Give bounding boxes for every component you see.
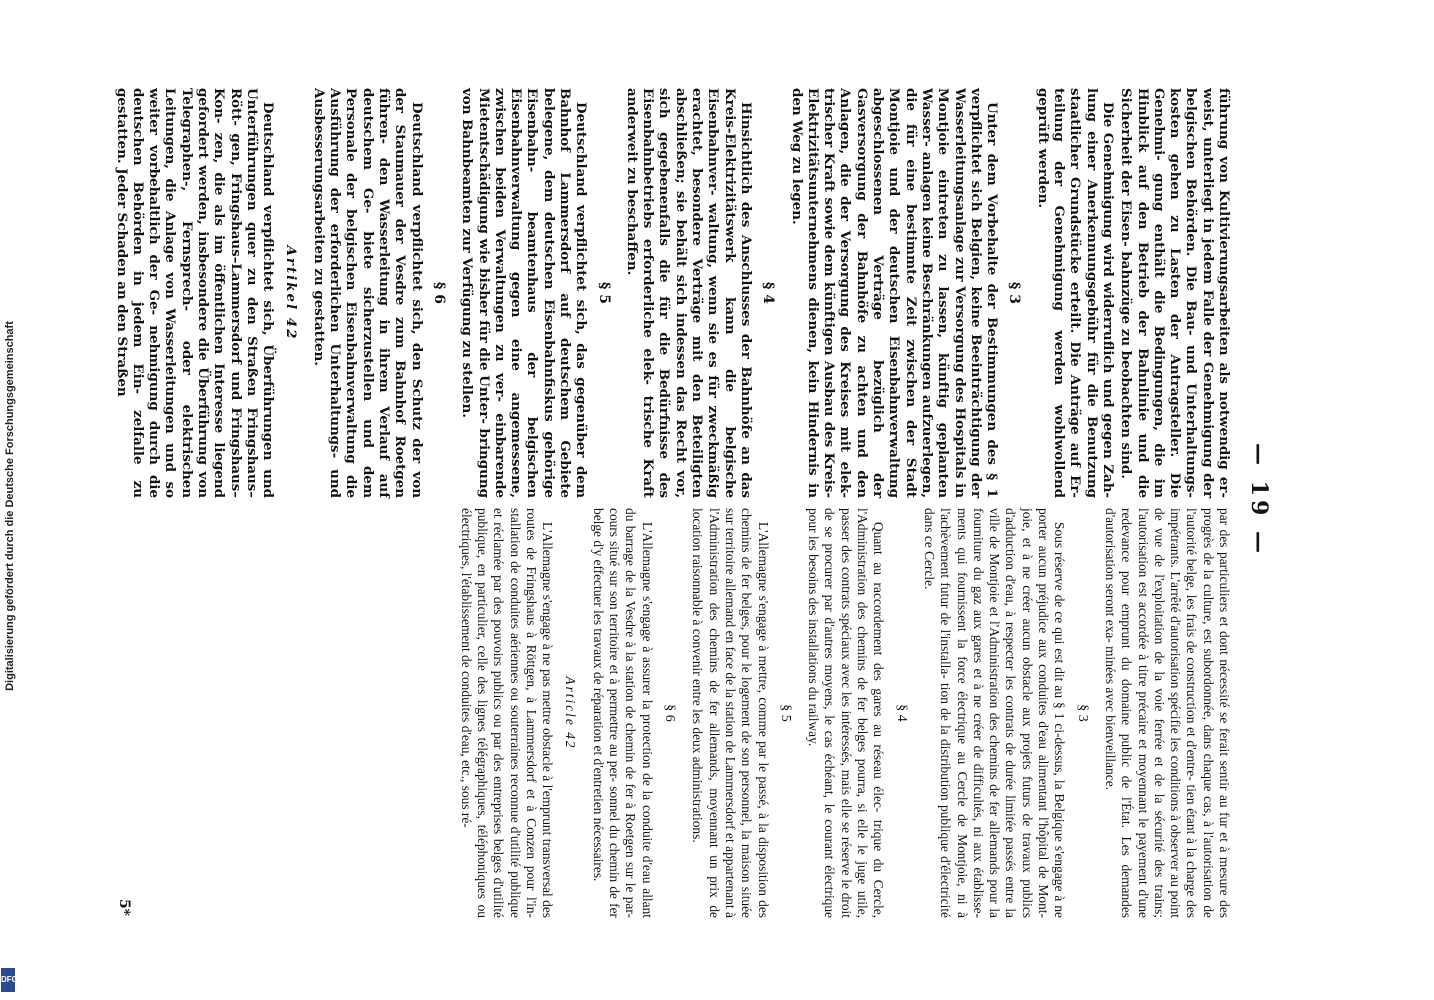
french-section-5-title: § 5 (777, 704, 793, 722)
german-section-3: Unter dem Vorbehalte der Bestimmungen des § 1 verpflichtet sich Belgien, keine Beeinträchtigung der Wasserleitungsanlage zur Versorgung des Hospitals in Montjoie eintreten zu lassen, künftig geplanten Wasser- anlagen keine Beschränkungen aufzuerlegen, die für eine bestimmte Zeit zwischen der Stadt Montjoie und der deutschen Eisenbahnverwaltung abgeschlossenen Verträge bezüglich der Gasversorgung der Bahnhöfe zu achten und den Anlagen, die der Versorgung des Kreises mit elek- trischer Kraft sowie dem künftigen Ausbau des Kreis- Elektrizitätsunternehmens dienen, kein Hindernis in den Weg zu legen. (788, 88, 1001, 498)
french-section-3-title: § 3 (1074, 704, 1090, 722)
german-article-text: Deutschland verpflichtet sich, Überführungen und Unterführungen quer zu den Straßen Fringshaus–Rött- gen, Fringshaus–Lammersdorf und Fringshaus–Kon- zen, die als im öffentlichen Interesse liegend gefordert werden, insbesondere die Überführung von Telegraphen-, Fernsprech- oder elektrischen Leitungen, die Anlage von Wasserleitungen und so weiter vorbehaltlich der Ge- nehmigung durch die deutschen Behörden in jedem Ein- zelfalle zu gestatten. Jeder Schaden an den Straßen (113, 88, 277, 498)
french-section-6: L'Allemagne s'engage à assurer la protection de la conduite d'eau allant du barrage de la Vesdre à la station de chemin de fer à Roetgen sur le par- cours situé sur son territoire et à permettre au per- sonnel du chemin de fer belge d'y effectuer les travaux de réparation et d'entretien nécessaires. (590, 508, 655, 918)
french-article-title: Article 42 (562, 676, 578, 750)
german-section-6: Deutschland verpflichtet sich, den Schutz der von der Staumauer der Vesdre zum Bahnhof Roetgen führen- den Wasserleitung in ihrem Verlauf auf deutschem Ge- biete sicherzustellen und dem Personale der belgischen Eisenbahnverwaltung die Ausführung der erforderlichen Unterhaltungs- und Ausbesserungsarbeiten zu gestatten. (310, 88, 425, 498)
page-number: — 19 — (1246, 443, 1272, 557)
german-section-5-title: § 5 (595, 282, 612, 304)
french-section-4-title: § 4 (893, 704, 909, 722)
french-article-text: L'Allemagne s'engage à ne pas mettre obstacle à l'emprunt transversal des routes de Fringshaus à Röttgen, à Lammersdorf et à Conzen pour l'in- stallation de conduites aériennes ou souterraines reconnue d'utilité publique et réclamée par des pouvoirs publics ou par des entreprises belges d'utilité publique, en particulier, celle des lignes télégraphiques, téléphoniques ou électriques, l'établissement de conduites d'eau, etc., sous ré- (458, 508, 556, 918)
german-column (111, 88, 1232, 498)
french-section-5: L'Allemagne s'engage à mettre, comme par le passé, à la disposition des chemins de fer belges, pour le logement de son personnel, la maison située sur territoire allemand en face de la station de Lammersdorf et appartenant à l'Administration des chemins de fer allemands, moyennant un prix de location raisonnable à convenir entre les deux administrations. (690, 508, 771, 918)
french-intro: par des particuliers et dont nécessité se ferait sentir au fur et à mesure des progrès de la culture, est subordonnée, dans chaque cas, à l'autorisation de l'autorité belge, les frais de construction et d'entre- tien étant à la charge des impétrants. L'arrêté d'autorisation spécifie les conditions à observer au point de vue de l'exploitation de la voie ferrée et de la sécurité des trains; l'autorisation est accordée à titre précaire et moyennant le payement d'une redevance pour emprunt du domaine public de l'État. Les demandes d'autorisation seront exa- minées avec bienveillance. (1102, 508, 1232, 918)
french-section-6-title: § 6 (662, 704, 678, 722)
funding-credit (0, 0, 18, 1000)
german-article-title: Artikel 42 (282, 245, 299, 341)
french-section-4: Quant au raccordement des gares au réseau élec- trique du Cercle, l'Administration des chemins de fer belges pourra, si elle le juge utile, passer des contrats spéciaux avec les intéressés, mais elle se réserve le droit de se procurer par d'autres moyens, le cas échéant, le courant électrique pour les besoins des installations du railway. (806, 508, 887, 918)
german-section-4: Hinsichtlich des Anschlusses der Bahnhöfe an das Kreis-Elektrizitätswerk kann die belgische Eisenbahnver- waltung, wenn sie es für zweckmäßig erachtet, besondere Verträge mit den Beteiligten abschließen; sie behält sich indessen das Recht vor, sich gegebenenfalls die für die Bedürfnisse des Eisenbahnbetriebs erforderliche elek- trische Kraft anderweit zu beschaffen. (623, 88, 754, 498)
signature-mark: 5* (116, 898, 132, 916)
german-intro: führung von Kultivierungsarbeiten als notwendig er- weist, unterliegt in jedem Falle der Genehmigung der belgischen Behörden. Die Bau- und Unterhaltungs- kosten gehen zu Lasten der Antragsteller. Die Genehmi- gung enthält die Bedingungen, die im Hinblick auf den Betrieb der Bahnlinie und die Sicherheit der Eisen- bahnzüge zu beobachten sind. (1118, 88, 1232, 498)
rotated-page (113, 60, 1312, 940)
french-column (456, 508, 1232, 918)
funding-credit-text: Digitalisierung gefördert durch die Deutsche Forschungsgemeinschaft (4, 321, 16, 691)
dfg-logo-icon: DFG (1, 968, 15, 992)
german-intro-2: Die Genehmigung wird widerruflich und gegen Zah- lung einer Anerkennungsgebühr für die Benutzung staatlicher Grundstücke erteilt. Die Anträge auf Er- teilung der Genehmigung werden wohlwollend geprüft werden. (1034, 88, 1116, 498)
german-section-3-title: § 3 (1006, 282, 1023, 304)
german-section-5: Deutschland verpflichtet sich, das gegenüber dem Bahnhof Lammersdorf auf deutschem Gebiete belegene, dem deutschen Eisenbahnfiskus gehörige Eisenbahn- beamtenhaus der belgischen Eisenbahnverwaltung gegen eine angemessene, zwischen beiden Verwaltungen zu ver- einbarende Mietentschädigung wie bisher für die Unter- bringung von Bahnbeamten zur Verfügung zu stellen. (459, 88, 590, 498)
french-section-3: Sous réserve de ce qui est dit au § 1 ci-dessus, la Belgique s'engage à ne porter aucun préjudice aux conduites d'eau alimentant l'hôpital de Mont- joie, et à ne créer aucun obstacle aux projets futurs de travaux publics d'adduction d'eau, à respecter les contrats de durée limitée passés entre la ville de Montjoie et l'Administration des chemins de fer allemands pour la fourniture du gaz aux gares et à ne créer de difficultés, ni aux établisse- ments qui fournissent la force électrique au Cercle de Montjoie, ni à l'achèvement futur de l'installa- tion de la distribution publique d'électricité dans ce Cercle. (921, 508, 1068, 918)
german-section-6-title: § 6 (430, 282, 447, 304)
german-section-4-title: § 4 (760, 282, 777, 304)
